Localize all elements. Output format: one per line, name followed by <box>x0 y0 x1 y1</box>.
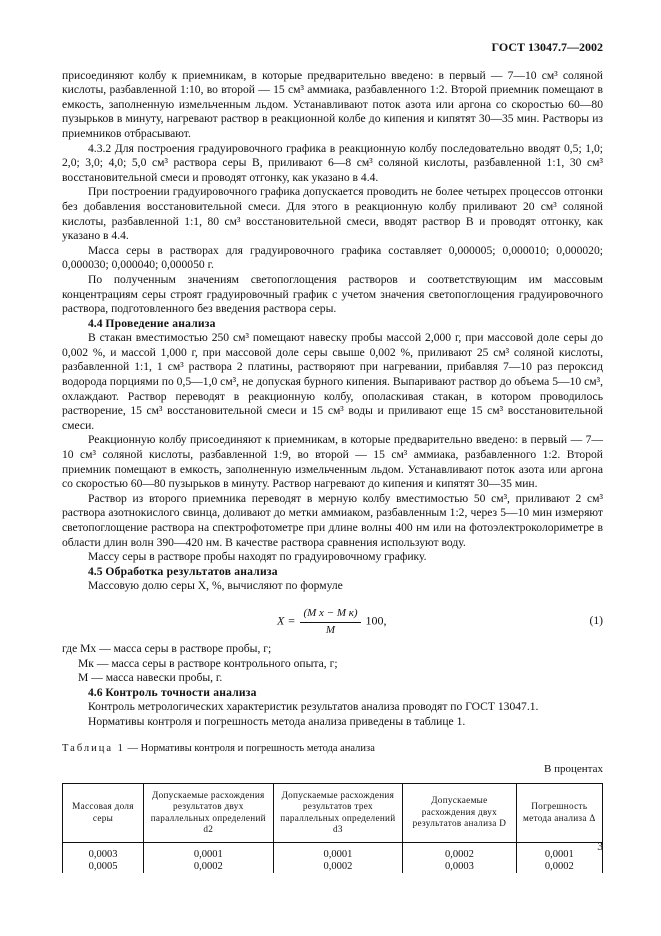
table-caption <box>62 742 603 757</box>
legend-line-m: M — масса навески пробы, г. <box>78 671 223 685</box>
paragraph-10: Массовую долю серы X, %, вычисляют по формуле <box>88 579 343 593</box>
table-cell: 0,0002 <box>403 842 516 861</box>
formula-fraction <box>300 606 360 637</box>
table-cell: 0,0003 <box>63 842 144 861</box>
formula-legend <box>62 642 603 686</box>
table-header-cell: Массовая доля серы <box>63 783 144 842</box>
section-title: Проведение анализа <box>105 316 216 330</box>
table-cell: 0,0002 <box>273 861 403 873</box>
table-row <box>63 861 603 873</box>
formula-tail: 100, <box>365 613 387 628</box>
paragraph-12: Нормативы контроля и погрешность метода анализа приведены в таблице 1. <box>88 714 466 728</box>
paragraph-7: Реакционную колбу присоединяют к приемникам, в которые предварительно введено: в первый — 7—10 см³ соляной кислоты, разбавленной 1:9, во второй — 15 см³ аммиака, разбавленного 1:2. Второй приемник помещают в емкость, заполненную измельченным льдом. Устанавливают поток азота или аргона со скоростью 60—80 пузырьков в минуту. Раствор нагревают до кипения и кипятят 30—35 мин. <box>62 433 603 491</box>
document-header: ГОСТ 13047.7—2002 <box>491 40 603 54</box>
paragraph-11: Контроль метрологических характеристик результатов анализа проводят по ГОСТ 13047.1. <box>88 700 539 714</box>
table-cell: 0,0005 <box>63 861 144 873</box>
paragraph-4-3-2: 4.3.2 Для построения градуировочного графика в реакционную колбу последовательно вводят 0,5; 1,0; 2,0; 3,0; 4,0; 5,0 см³ раствора серы В, приливают 6—8 см³ соляной кислоты, разбавленной 1:1, 30 см³ восстановительной смеси и проводят отгонку, как указано в 4.4. <box>62 141 603 184</box>
paragraph-1: присоединяют колбу к приемникам, в которые предварительно введено: в первый — 7—10 см³ соляной кислоты, разбавленной 1:10, во второй — 15 см³ аммиака, разбавленного 1:2. Второй приемник помещают в емкость, заполненную измельченным льдом. Устанавливают поток азота или аргона со скоростью 60—80 пузырьков в минуту, нагревают раствор в реакционной колбе до кипения и кипятят 30—35 мин. Растворы из приемников отбрасывают. <box>62 68 603 140</box>
legend-line-mk: Mк — масса серы в растворе контрольного опыта, г; <box>78 656 338 670</box>
paragraph-5: По полученным значениям светопоглощения растворов и соответствующим им массовым концентрациям серы строят градуировочный график с учетом значения светопоглощения градуировочного раствора, подготовленного без введения раствора серы. <box>62 272 603 316</box>
table-caption-label: Таблица 1 <box>62 742 125 754</box>
paragraph-6: В стакан вместимостью 250 см³ помещают навеску пробы массой 2,000 г, при массовой доле серы до 0,002 %, и массой 1,000 г, при массовой доле серы свыше 0,002 %, приливают 25 см³ соляной кислоты, разбавленной 1:1, 1 см³ раствора 2 платины, растворяют при нагревании, прибавляя 7—10 раз пероксид водорода порциями по 0,5—1,0 см³, не допуская бурного кипения. Выпаривают раствор до объема 5—10 см³, охлаждают. Раствор переводят в реакционную колбу, ополаскивая стакан, в котором проводилось растворение, 15 см³ восстановительной смеси и 15 см³ воды и приливают еще 15 см³ восстановительной смеси. <box>62 331 603 432</box>
table-units: В процентах <box>544 763 603 776</box>
section-title: Контроль точности анализа <box>105 685 257 699</box>
table-header-cell: Допускаемые расхождения результатов трех параллельных определений d3 <box>273 783 403 842</box>
formula-numerator: (M x − M к) <box>300 606 360 623</box>
table-1 <box>62 783 603 873</box>
formula-number: (1) <box>589 613 603 627</box>
table-cell: 0,0001 <box>516 842 602 861</box>
table-header-row <box>63 783 603 842</box>
table-cell: 0,0002 <box>144 861 274 873</box>
formula-lhs: X = <box>277 613 296 628</box>
table-header-cell: Допускаемые расхождения двух результатов анализа D <box>403 783 516 842</box>
document-page <box>62 40 603 873</box>
section-number: 4.5 <box>88 564 103 578</box>
paragraph-4: Масса серы в растворах для градуировочного графика составляет 0,000005; 0,000010; 0,000020; 0,000030; 0,000040; 0,000050 г. <box>62 243 603 272</box>
table-cell: 0,0001 <box>144 842 274 861</box>
table-header-cell: Допускаемые расхождения результатов двух параллельных определений d2 <box>144 783 274 842</box>
table-header-cell: Погрешность метода анализа Δ <box>516 783 602 842</box>
paragraph-3: При построении градуировочного графика допускается проводить не более четырех процессов отгонки без добавления восстановительной смеси. Для этого в реакционную колбу приливают 20 см³ соляной кислоты, разбавленной 1:1, 80 см³ восстановительной смеси, вводят раствор В и проводят отгонку, как указано в 4.4. <box>62 185 603 243</box>
formula-1 <box>62 600 603 638</box>
section-number: 4.6 <box>88 685 103 699</box>
paragraph-8: Раствор из второго приемника переводят в мерную колбу вместимостью 50 см³, приливают 2 см³ раствора азотнокислого свинца, доливают до метки аммиаком, разбавленным 1:2, через 5—10 мин измеряют светопоглощение раствора на спектрофотометре при длине волны 400 нм или на фотоэлектроколориметре в области длин волн 390—420 нм. В качестве раствора сравнения используют воду. <box>62 491 603 549</box>
legend-line-mx: где Mx — масса серы в растворе пробы, г; <box>62 641 272 655</box>
section-heading-4-6 <box>62 686 603 701</box>
page-number: 3 <box>597 841 603 853</box>
formula-denominator: M <box>325 623 336 636</box>
table-cell: 0,0003 <box>403 861 516 873</box>
table-cell: 0,0002 <box>516 861 602 873</box>
table-cell: 0,0001 <box>273 842 403 861</box>
section-heading-4-5 <box>62 565 603 580</box>
formula-expression <box>277 606 387 637</box>
table-caption-text: — Нормативы контроля и погрешность метода анализа <box>124 742 375 754</box>
paragraph-9: Массу серы в растворе пробы находят по градуировочному графику. <box>88 550 427 564</box>
section-number: 4.4 <box>88 316 103 330</box>
section-heading-4-4 <box>62 317 603 332</box>
table-row <box>63 842 603 861</box>
section-title: Обработка результатов анализа <box>105 564 278 578</box>
